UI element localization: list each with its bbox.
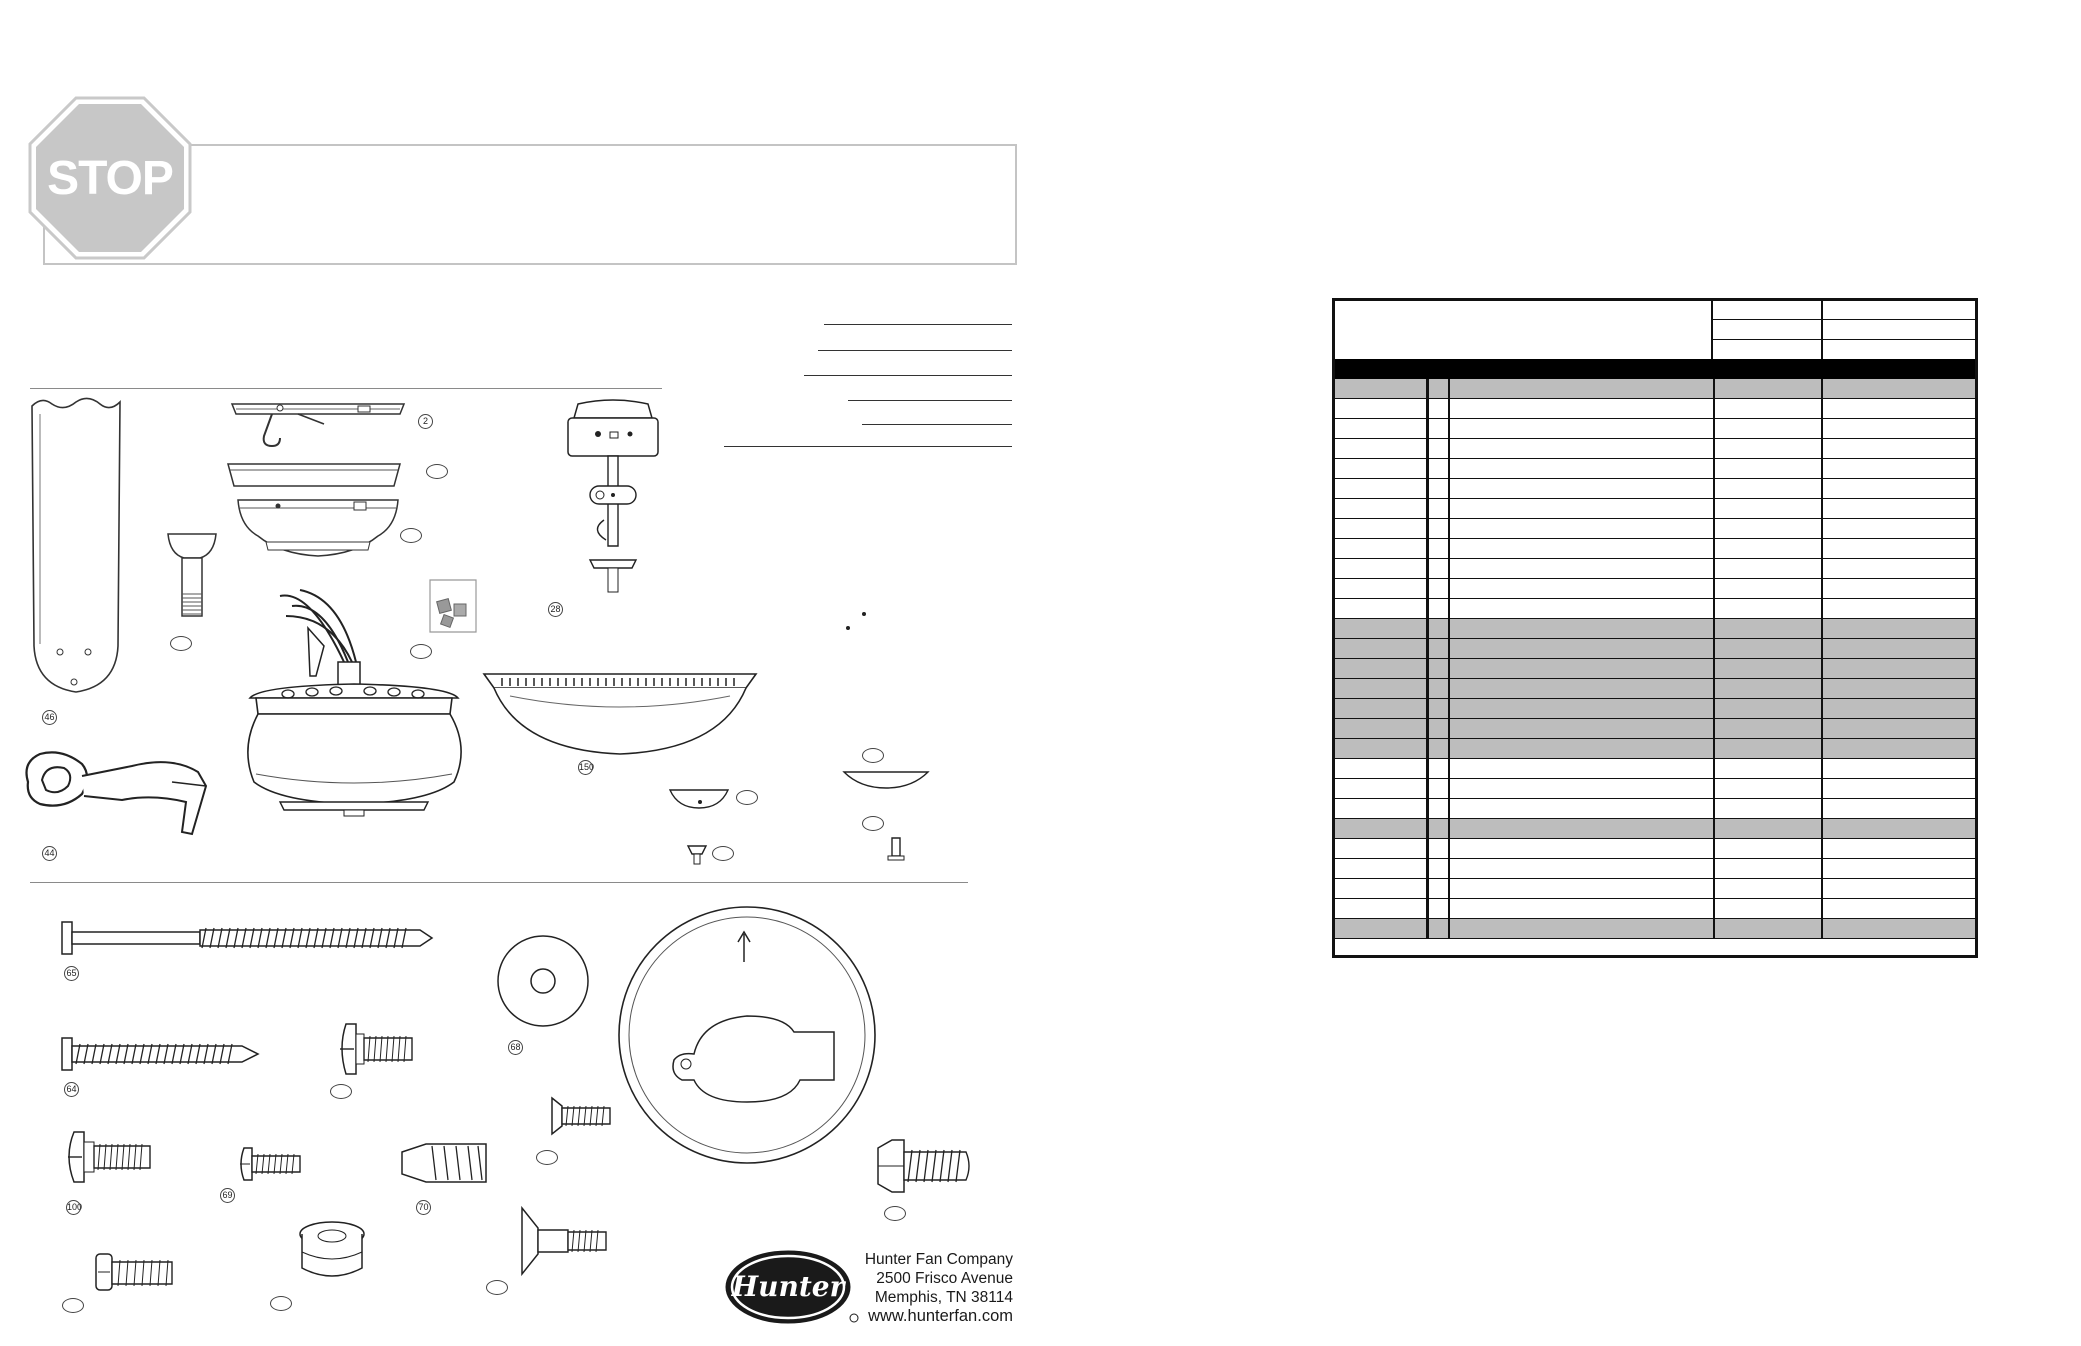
mounting-plate-illustration xyxy=(614,904,880,1166)
blank-line xyxy=(848,400,1012,401)
part-number-blank xyxy=(884,1206,906,1221)
part-number-blank xyxy=(862,748,884,763)
stop-label: STOP xyxy=(47,151,173,205)
blank-line xyxy=(862,424,1012,425)
table-row xyxy=(1335,519,1975,539)
section-divider xyxy=(30,882,968,883)
table-row xyxy=(1335,459,1975,479)
table-row xyxy=(1335,879,1975,899)
table-row xyxy=(1335,379,1975,399)
table-row xyxy=(1335,559,1975,579)
hex-bolt-illustration xyxy=(874,1138,974,1194)
table-row xyxy=(1335,839,1975,859)
part-number-46: 46 xyxy=(42,710,57,725)
company-address xyxy=(865,1250,1013,1326)
screw-69-illustration xyxy=(236,1146,304,1182)
table-row xyxy=(1335,399,1975,419)
table-header-field xyxy=(1713,340,1975,359)
canopy-illustration xyxy=(236,496,400,562)
website-link[interactable]: www.hunterfan.com xyxy=(868,1307,1013,1325)
table-row xyxy=(1335,599,1975,619)
part-number-blank xyxy=(270,1296,292,1311)
pin-illustration xyxy=(886,836,906,862)
lag-screw-65-illustration xyxy=(60,918,436,958)
fan-blade-illustration xyxy=(30,396,122,696)
street-address: 2500 Frisco Avenue xyxy=(876,1270,1013,1287)
wire-nut-70-illustration xyxy=(398,1138,492,1188)
city-state-zip: Memphis, TN 38114 xyxy=(874,1289,1013,1306)
table-row xyxy=(1335,579,1975,599)
part-number-blank xyxy=(712,846,734,861)
canopy-ring-illustration xyxy=(224,460,404,490)
part-number-65: 65 xyxy=(64,966,79,981)
part-number-blank xyxy=(62,1298,84,1313)
ceiling-bracket-illustration xyxy=(228,400,408,456)
small-dots xyxy=(844,610,868,632)
table-header-field xyxy=(1713,301,1975,320)
finial-cap-illustration xyxy=(668,786,730,810)
hardware-bag-illustration xyxy=(428,578,480,636)
part-number-44: 44 xyxy=(42,846,57,861)
stop-sign-icon xyxy=(28,96,192,260)
table-row xyxy=(1335,439,1975,459)
table-row xyxy=(1335,759,1975,779)
table-header-divider xyxy=(1821,301,1823,359)
small-screw-illustration xyxy=(92,1250,176,1296)
table-row xyxy=(1335,539,1975,559)
part-number-2: 2 xyxy=(418,414,433,429)
wood-screw-64-illustration xyxy=(60,1036,262,1072)
grommet-illustration xyxy=(296,1218,368,1284)
washer-screw-illustration xyxy=(336,1020,416,1078)
switch-housing-illustration xyxy=(560,400,666,596)
part-number-64: 64 xyxy=(64,1082,79,1097)
logo-wordmark: Hunter xyxy=(731,1270,845,1303)
part-number-blank xyxy=(862,816,884,831)
section-divider xyxy=(30,388,662,389)
table-row xyxy=(1335,799,1975,819)
hunter-logo xyxy=(722,1248,860,1326)
table-row xyxy=(1335,419,1975,439)
part-number-blank xyxy=(486,1280,508,1295)
flat-head-screw-illustration xyxy=(548,1096,614,1136)
blank-line xyxy=(824,324,1012,325)
blank-line xyxy=(818,350,1012,351)
table-column-line xyxy=(1426,379,1429,939)
part-number-blank xyxy=(410,644,432,659)
table-row xyxy=(1335,479,1975,499)
table-row xyxy=(1335,719,1975,739)
downrod-coupling-illustration xyxy=(164,530,220,620)
table-row xyxy=(1335,679,1975,699)
part-number-69: 69 xyxy=(220,1188,235,1203)
part-number-70: 70 xyxy=(416,1200,431,1215)
parts-list-table xyxy=(1332,298,1978,958)
table-row xyxy=(1335,739,1975,759)
table-header-field xyxy=(1713,320,1975,339)
part-number-28: 28 xyxy=(548,602,563,617)
table-row xyxy=(1335,619,1975,639)
table-column-line xyxy=(1821,379,1823,939)
part-number-blank xyxy=(536,1150,558,1165)
table-column-line xyxy=(1713,379,1715,939)
table-black-band xyxy=(1335,359,1975,379)
part-number-blank xyxy=(170,636,192,651)
glass-bowl-illustration xyxy=(480,666,760,758)
part-number-blank xyxy=(330,1084,352,1099)
screw-100-illustration xyxy=(62,1128,154,1186)
blade-iron-illustration xyxy=(22,742,212,838)
part-number-blank xyxy=(426,464,448,479)
table-row xyxy=(1335,859,1975,879)
table-row xyxy=(1335,779,1975,799)
table-row xyxy=(1335,499,1975,519)
part-number-150: 150 xyxy=(578,760,593,775)
table-column-line xyxy=(1448,379,1450,939)
light-plate-illustration xyxy=(842,768,930,790)
knob-illustration xyxy=(686,842,708,866)
countersunk-screw-illustration xyxy=(518,1206,610,1276)
part-number-68: 68 xyxy=(508,1040,523,1055)
table-row xyxy=(1335,919,1975,939)
table-row xyxy=(1335,899,1975,919)
table-row xyxy=(1335,639,1975,659)
table-header-block xyxy=(1335,301,1713,359)
blank-line xyxy=(724,446,1012,447)
blank-line xyxy=(804,375,1012,376)
table-row xyxy=(1335,819,1975,839)
part-number-blank xyxy=(736,790,758,805)
rubber-washer-68-illustration xyxy=(496,934,590,1028)
table-row xyxy=(1335,699,1975,719)
company-name: Hunter Fan Company xyxy=(864,1251,1013,1268)
part-number-100: 100 xyxy=(66,1200,81,1215)
part-number-blank xyxy=(400,528,422,543)
table-row xyxy=(1335,659,1975,679)
